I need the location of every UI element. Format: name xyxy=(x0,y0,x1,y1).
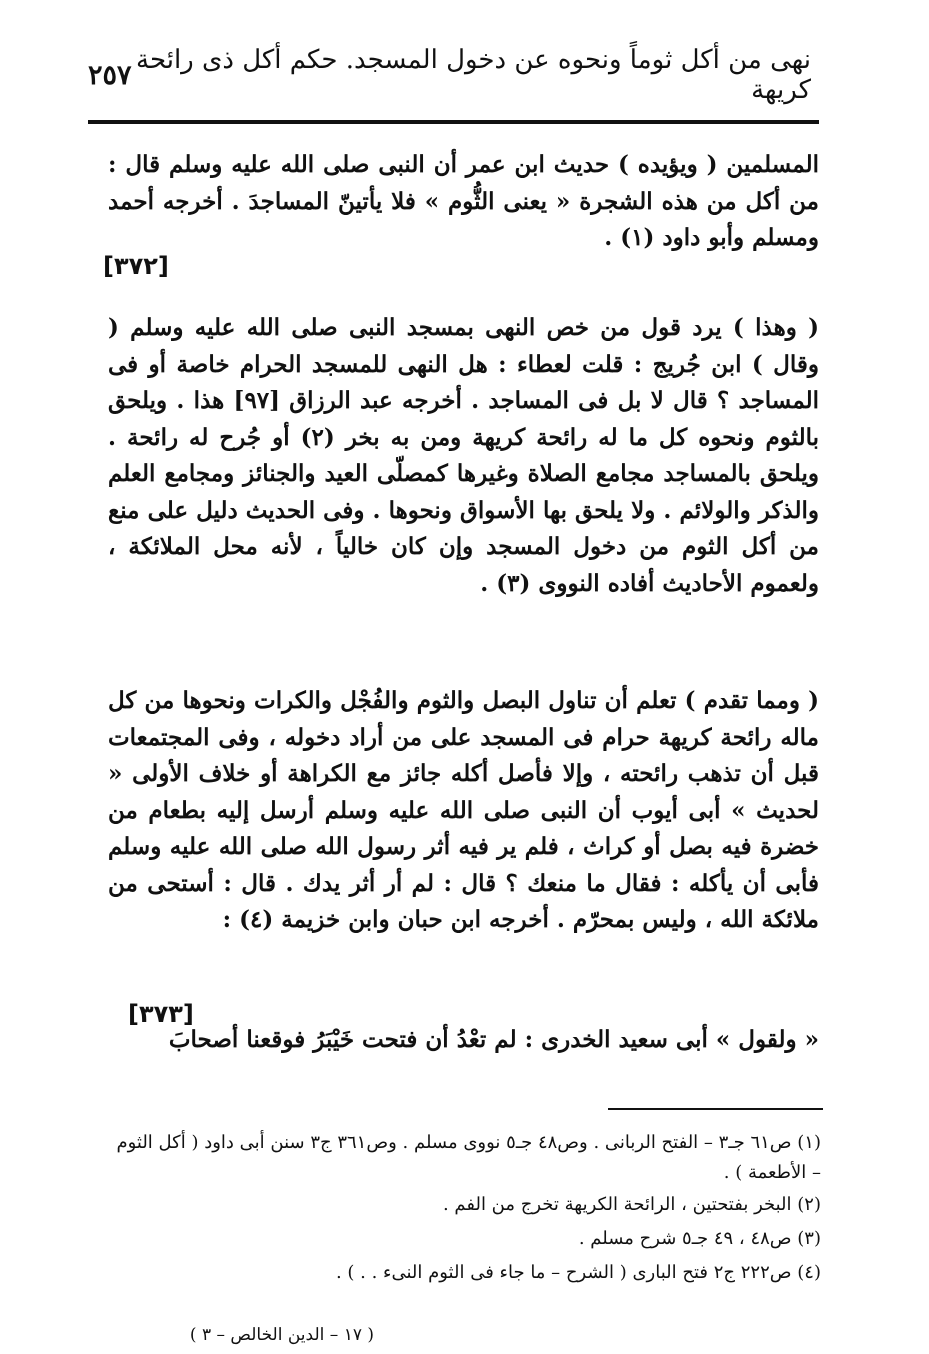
paragraph-3: ( ومما تقدم ) تعلم أن تناول البصل والثوم والفُجْل والكرات ونحوها من كل ماله رائحة كريهة حرام فى المسجد على من أراد دخوله ، وفى المجتمعات قبل أن تذهب رائحته ، وإلا فأصل أكله جائز مع الكراهة أو خلاف الأولى « لحديث » أبى أيوب أن النبى صلى الله عليه وسلم أرسل إليه بطعام من خضرة فيه بصل أو كراث ، فلم ير فيه أثر رسول الله صلى الله عليه وسلم فأبى أن يأكله : فقال ما منعك ؟ قال : لم أر أثر يدك . قال : أستحى من ملائكة الله ، وليس بمحرّم . أخرجه ابن حبان وابن خزيمة (٤) : xyxy=(108,687,819,933)
header-divider xyxy=(88,120,819,124)
page-number: ٢٥٧ xyxy=(88,59,132,91)
running-header xyxy=(88,45,811,105)
paragraph-4: « ولقول » أبى سعيد الخدرى : لم تعْدُ أن فتحت خَيْبَرُ فوقعنا أصحابَ xyxy=(168,1026,819,1053)
footnote-3: (٣) ص٤٨ ، ٤٩ جـ٥ شرح مسلم . xyxy=(578,1228,821,1249)
paragraph-2: ( وهذا ) يرد قول من خص النهى بمسجد النبى صلى الله عليه وسلم ( وقال ) ابن جُريج : قلت لعطاء : هل النهى للمسجد الحرام خاصة أو فى المساجد ؟ قال لا بل فى المساجد . أخرجه عبد الرزاق [٩٧] هذا . ويلحق بالثوم ونحوه كل ما له رائحة كريهة ومن به بخر (٢) أو جُرح له رائحة . ويلحق بالمساجد مجامع الصلاة وغيرها كمصلّى العيد والجنائز ومجامع العلم والذكر والولائم . ولا يلحق بها الأسواق ونحوها . وفى الحديث دليل على منع من أكل الثوم من دخول المسجد وإن كان خالياً ، لأنه محل الملائكة ، ولعموم الأحاديث أفاده النووى (٣) . xyxy=(108,314,820,597)
header-title: نهى من أكل ثوماً ونحوه عن دخول المسجد. حكم أكل ذى رائحة كريهة xyxy=(136,45,811,105)
footnote-2: (٢) البخر بفتحتين ، الرائحة الكريهة تخرج من الفم . xyxy=(442,1194,821,1215)
signature-line: ( ١٧ – الدين الخالص – ٣ ) xyxy=(189,1325,374,1345)
paragraph-1: المسلمين ( ويؤيده ) حديث ابن عمر أن النبى صلى الله عليه وسلم قال : من أكل من هذه الشجرة « يعنى الثُّوم » فلا يأتينّ المساجدَ . أخرجه أحمد ومسلم وأبو داود (١) . xyxy=(108,151,819,251)
footnote-4: (٤) ص٢٢٢ ج٢ فتح البارى ( الشرح – ما جاء فى الثوم النىء . . ) . xyxy=(335,1262,821,1283)
footnotes xyxy=(116,1128,821,1290)
footnote-1: (١) ص٦١ جـ٣ – الفتح الربانى . وص٤٨ جـ٥ نووى مسلم . وص٣٦١ ج٣ سنن أبى داود ( أكل الثوم – الأطعمة ) . xyxy=(116,1132,821,1183)
footnote-divider xyxy=(608,1108,823,1110)
hadith-number-373: [٣٧٣] xyxy=(128,1000,194,1028)
hadith-number-372: [٣٧٢] xyxy=(103,252,169,280)
